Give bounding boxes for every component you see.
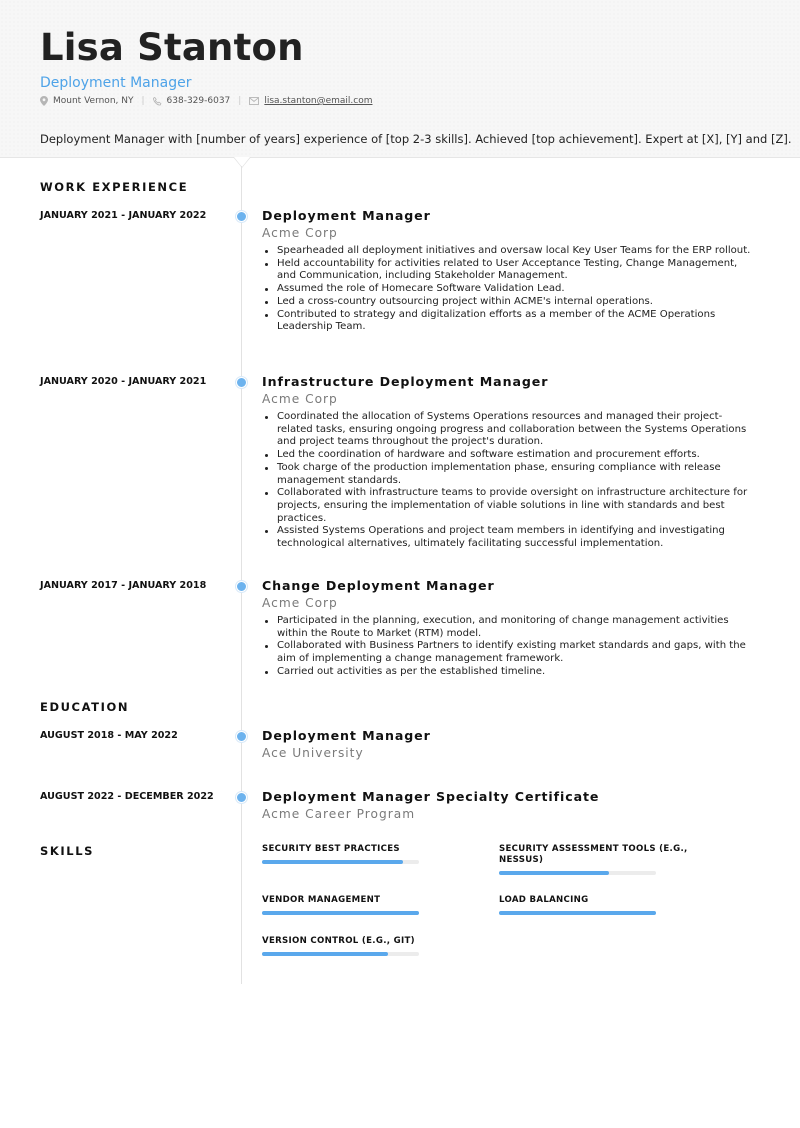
- responsibility-list: [262, 245, 752, 334]
- contact-divider: |: [141, 96, 145, 106]
- school-name: Acme Career Program: [262, 807, 416, 821]
- email-icon: [249, 97, 259, 105]
- entry-dates: JANUARY 2020 - JANUARY 2021: [40, 376, 207, 387]
- list-item: Led a cross-country outsourcing project within ACME's internal operations.: [262, 296, 752, 309]
- list-item: Assisted Systems Operations and project team members in identifying and investigating technological alternatives, ultimately facilitating successful implementation.: [262, 525, 752, 550]
- skill-bar-track: [262, 911, 419, 915]
- entry-dates: AUGUST 2022 - DECEMBER 2022: [40, 791, 214, 802]
- entry-dates: JANUARY 2021 - JANUARY 2022: [40, 210, 207, 221]
- skill-bar-track: [262, 860, 419, 864]
- skill-name: SECURITY BEST PRACTICES: [262, 844, 400, 854]
- header-notch: [234, 157, 250, 167]
- skill-bar-fill: [499, 871, 609, 875]
- responsibility-list: [262, 615, 752, 679]
- timeline-line: [241, 166, 242, 984]
- timeline-dot: [236, 731, 247, 742]
- phone-text: 638-329-6037: [166, 96, 231, 106]
- entry-dates: JANUARY 2017 - JANUARY 2018: [40, 580, 207, 591]
- skill-bar-fill: [262, 952, 388, 956]
- list-item: Spearheaded all deployment initiatives and oversaw local Key User Teams for the ERP rollout.: [262, 245, 752, 258]
- timeline-dot: [236, 792, 247, 803]
- list-item: Contributed to strategy and digitalization efforts as a member of the ACME Operations Leadership Team.: [262, 309, 752, 334]
- candidate-name: Lisa Stanton: [40, 26, 304, 69]
- company-name: Acme Corp: [262, 392, 338, 406]
- list-item: Collaborated with Business Partners to identify existing market standards and gaps, with the aim of implementing a change management framework.: [262, 640, 752, 665]
- contact-line: [40, 96, 373, 106]
- skill-item: [499, 895, 659, 906]
- company-name: Acme Corp: [262, 226, 338, 240]
- skill-bar-fill: [262, 860, 403, 864]
- list-item: Held accountability for activities related to User Acceptance Testing, Change Management, and Communication, including Stakeholder Management.: [262, 258, 752, 283]
- timeline-dot: [236, 211, 247, 222]
- skill-bar-track: [499, 911, 656, 915]
- professional-summary: Deployment Manager with [number of years] experience of [top 2-3 skills]. Achieved [top achievement]. Expert at [X], [Y] and [Z].: [40, 132, 792, 146]
- responsibility-list: [262, 411, 752, 551]
- list-item: Took charge of the production implementation phase, ensuring compliance with release management standards.: [262, 462, 752, 487]
- skill-name: VENDOR MANAGEMENT: [262, 895, 381, 905]
- job-title: Deployment Manager: [262, 208, 431, 223]
- skill-name: VERSION CONTROL (E.G., GIT): [262, 936, 415, 946]
- email-link[interactable]: lisa.stanton@email.com: [264, 96, 373, 106]
- list-item: Participated in the planning, execution, and monitoring of change management activities within the Route to Market (RTM) model.: [262, 615, 752, 640]
- job-title: Infrastructure Deployment Manager: [262, 374, 549, 389]
- skill-item: [262, 936, 422, 947]
- skills-heading: SKILLS: [40, 844, 95, 858]
- timeline-dot: [236, 581, 247, 592]
- phone-item: [153, 96, 231, 106]
- resume-header: [0, 0, 800, 158]
- degree-title: Deployment Manager: [262, 728, 431, 743]
- location-item: [40, 96, 133, 106]
- company-name: Acme Corp: [262, 596, 338, 610]
- school-name: Ace University: [262, 746, 364, 760]
- list-item: Coordinated the allocation of Systems Operations resources and managed their project-related tasks, ensuring ongoing progress and collaboration between the Systems Operations and project teams throughout the project's duration.: [262, 411, 752, 449]
- skill-bar-fill: [499, 911, 656, 915]
- contact-divider: |: [238, 96, 242, 106]
- location-text: Mount Vernon, NY: [53, 96, 134, 106]
- timeline-dot: [236, 377, 247, 388]
- email-item[interactable]: [249, 96, 372, 106]
- skill-item: [262, 844, 422, 855]
- skill-bar-fill: [262, 911, 419, 915]
- list-item: Collaborated with infrastructure teams to provide oversight on infrastructure architecture for projects, ensuring the implementation of viable solutions in line with standards and best practices.: [262, 487, 752, 525]
- skill-item: [499, 844, 699, 866]
- skill-bar-track: [499, 871, 656, 875]
- degree-title: Deployment Manager Specialty Certificate: [262, 789, 600, 804]
- location-pin-icon: [40, 96, 48, 106]
- entry-dates: AUGUST 2018 - MAY 2022: [40, 730, 178, 741]
- job-title: Change Deployment Manager: [262, 578, 495, 593]
- candidate-role: Deployment Manager: [40, 75, 192, 91]
- education-heading: EDUCATION: [40, 700, 130, 714]
- list-item: Carried out activities as per the established timeline.: [262, 666, 752, 679]
- phone-icon: [153, 97, 162, 106]
- skill-item: [262, 895, 422, 906]
- skill-name: SECURITY ASSESSMENT TOOLS (E.G., NESSUS): [499, 844, 688, 865]
- skill-bar-track: [262, 952, 419, 956]
- list-item: Led the coordination of hardware and software estimation and procurement efforts.: [262, 449, 752, 462]
- skill-name: LOAD BALANCING: [499, 895, 589, 905]
- work-experience-heading: WORK EXPERIENCE: [40, 180, 189, 194]
- list-item: Assumed the role of Homecare Software Validation Lead.: [262, 283, 752, 296]
